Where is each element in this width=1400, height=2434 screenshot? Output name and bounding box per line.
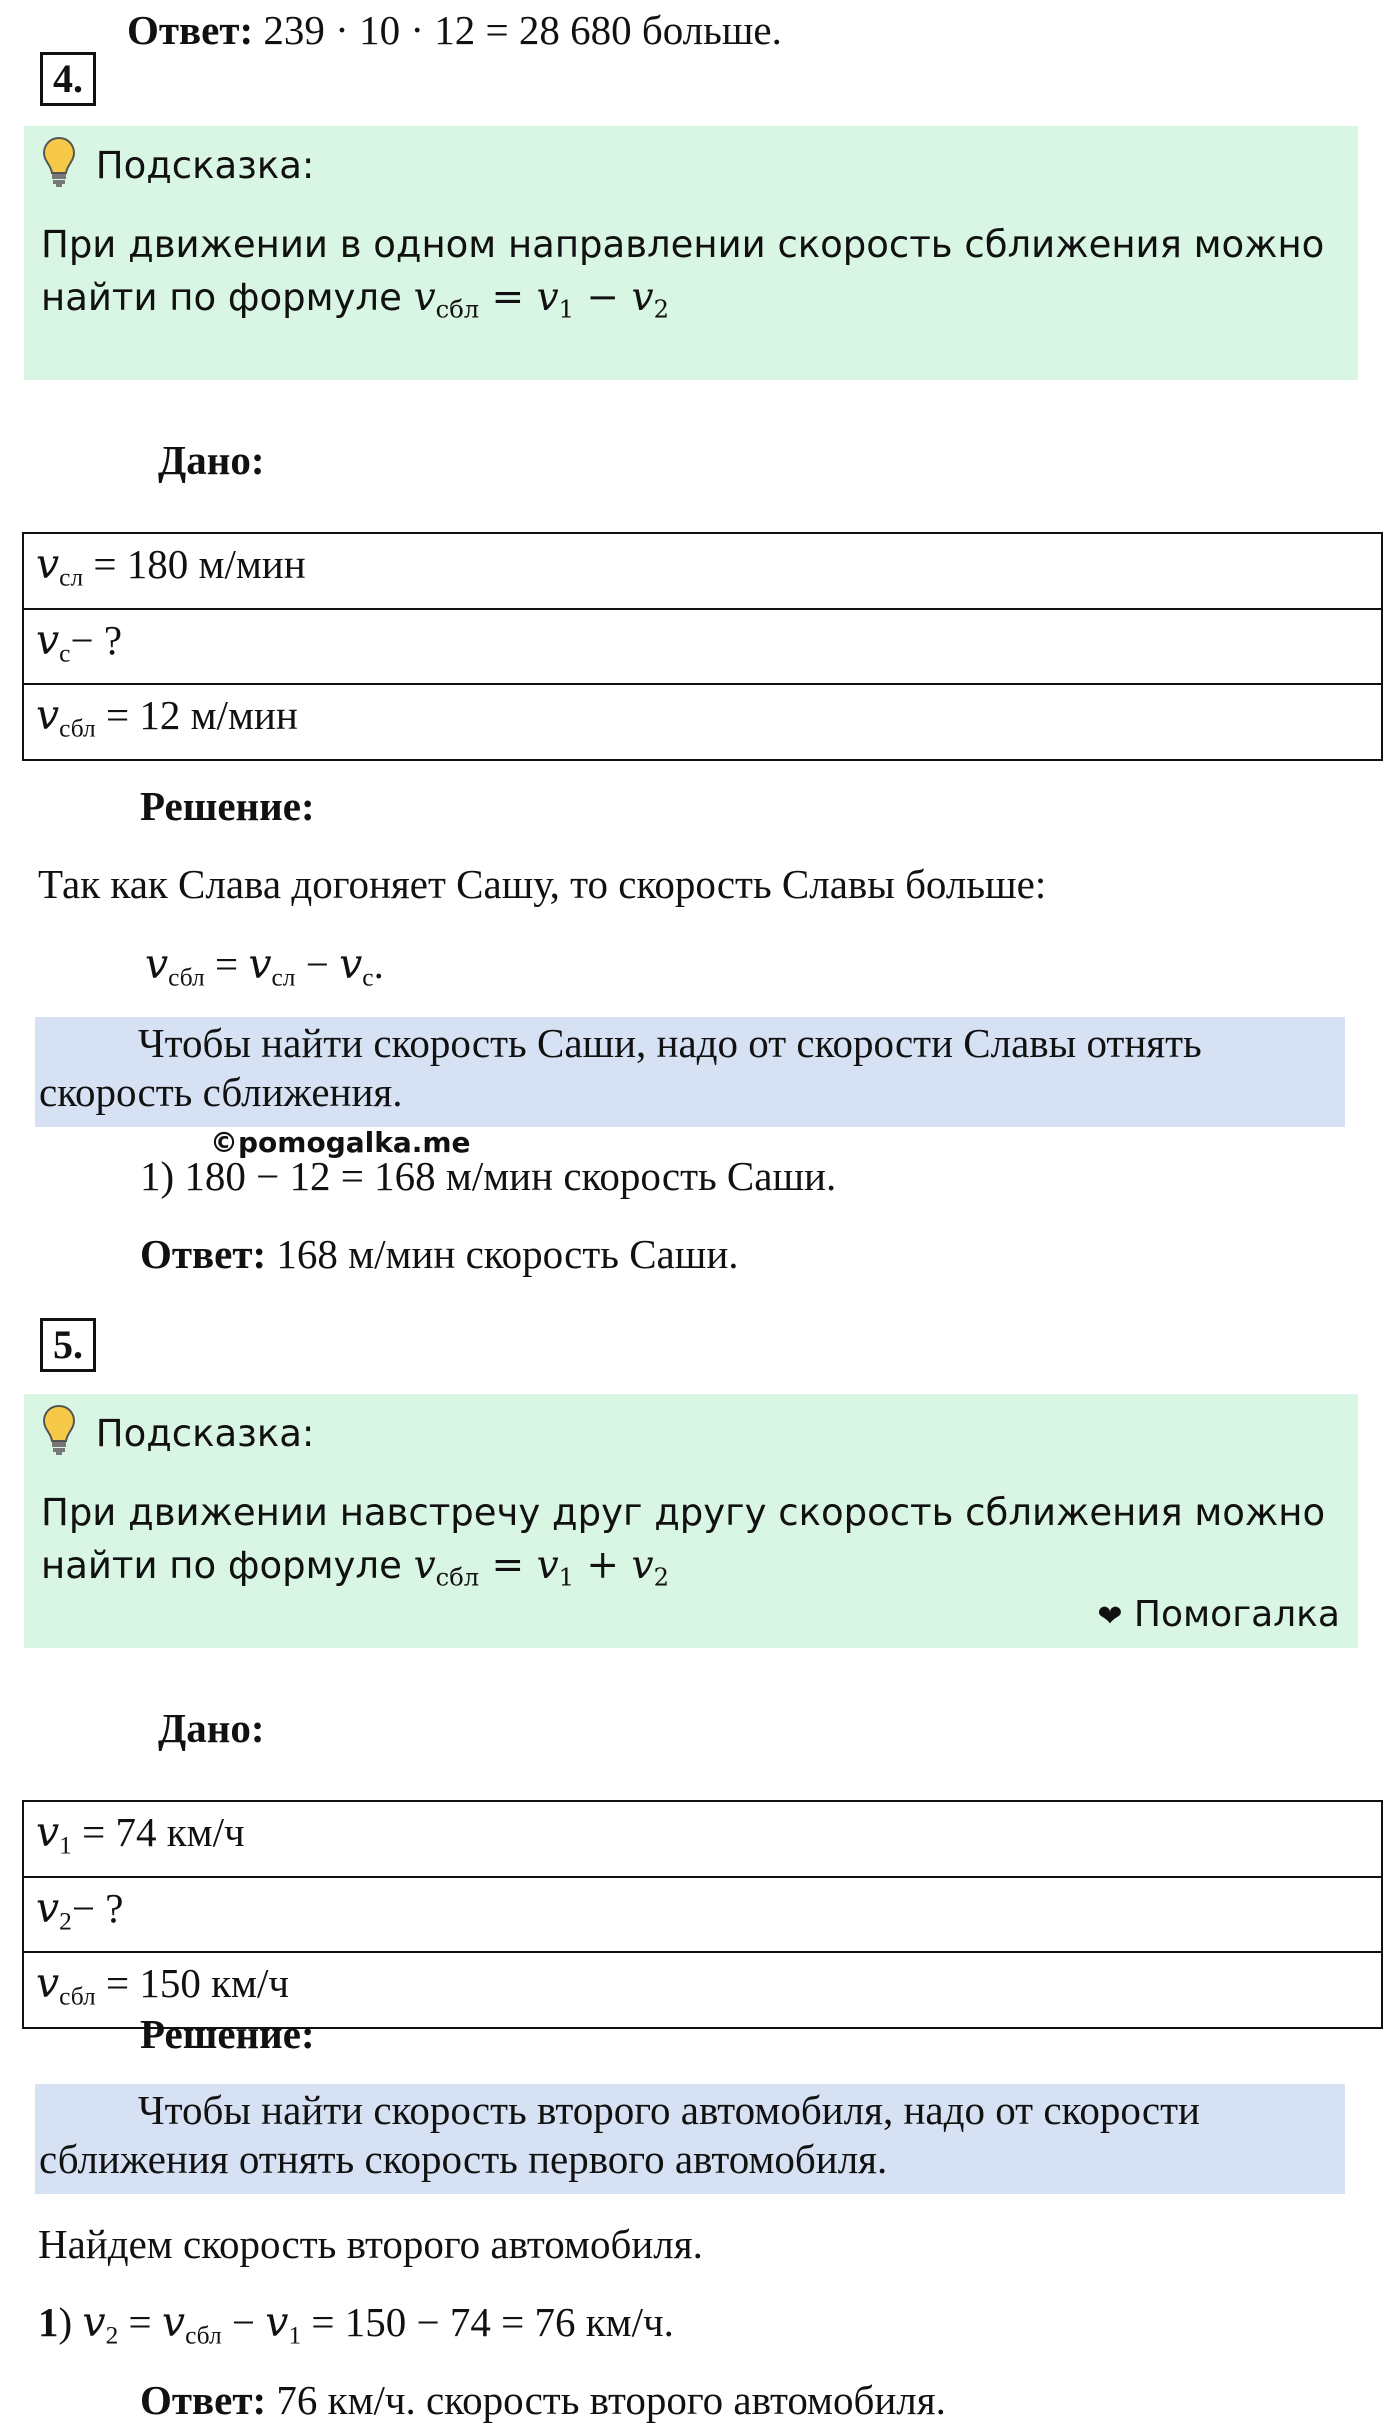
hint-title: Подсказка: xyxy=(95,1411,315,1455)
lightbulb-icon xyxy=(42,1404,76,1466)
table-row: $v_1 = 74$ км/ч xyxy=(23,1801,1382,1877)
heart-icon: ❤ xyxy=(1097,1599,1123,1634)
top-answer xyxy=(127,6,782,55)
solution-label: Решение: xyxy=(140,2011,315,2057)
hint-header xyxy=(42,1404,314,1466)
answer-label: Ответ: xyxy=(127,7,254,53)
brand-label: ❤ Помогалка xyxy=(1097,1594,1340,1635)
given-table-4 xyxy=(22,532,1383,761)
solution-step: 1) 180 − 12 = 168 м/мин скорость Саши. xyxy=(140,1153,837,1199)
solution-line: Так как Слава догоняет Сашу, то скорость Славы больше: xyxy=(38,861,1047,907)
explanation-line-2: сближения отнять скорость первого автомобиля. xyxy=(39,2136,888,2183)
solution-label: Решение: xyxy=(140,783,315,829)
watermark: ©pomogalka.me xyxy=(210,1126,471,1159)
given-label: Дано: xyxy=(158,1705,265,1751)
answer-text: 168 м/мин скорость Саши. xyxy=(276,1231,739,1277)
explanation-box xyxy=(35,2084,1345,2194)
table-row: $v_{сбл} = 150$ км/ч xyxy=(23,1952,1382,2028)
answer-text: 76 км/ч. скорость второго автомобиля. xyxy=(276,2377,946,2423)
hint-title: Подсказка: xyxy=(95,143,315,187)
solution-line: Найдем скорость второго автомобиля. xyxy=(38,2221,703,2267)
table-row: $v_2-$ ? xyxy=(23,1877,1382,1953)
hint-line-1: При движении навстречу друг другу скорость сближения можно xyxy=(41,1491,1326,1534)
explanation-line-1: Чтобы найти скорость Саши, надо от скорости Славы отнять xyxy=(138,1020,1202,1066)
hint-text xyxy=(41,218,1324,336)
hint-line-2: найти по формуле $v_{сбл} = v_1 - v_2$ xyxy=(41,275,669,324)
solution-step: 1) $v_2 = v_{сбл} - v_1 = 150 - 74 = 76$ км/ч. xyxy=(38,2298,674,2350)
explanation-box xyxy=(35,1017,1345,1127)
answer-label: Ответ: xyxy=(140,2377,267,2423)
answer-label: Ответ: xyxy=(140,1231,267,1277)
task5-answer xyxy=(140,2376,946,2425)
task-number-4: 4. xyxy=(40,52,96,106)
solution-formula: $v_{сбл} = v_{сл} - v_с$. xyxy=(145,940,384,992)
table-row: $v_{сл} = 180$ м/мин xyxy=(23,533,1382,609)
hint-line-1: При движении в одном направлении скорость сближения можно xyxy=(41,223,1325,266)
hint-box-5 xyxy=(24,1394,1358,1648)
hint-box-4 xyxy=(24,126,1358,380)
task-number-5: 5. xyxy=(40,1318,96,1372)
given-label: Дано: xyxy=(158,437,265,483)
table-row: $v_с-$ ? xyxy=(23,609,1382,685)
answer-text: 239 · 10 · 12 = 28 680 больше. xyxy=(263,7,782,53)
task4-answer xyxy=(140,1230,739,1279)
explanation-line-2: скорость сближения. xyxy=(39,1069,403,1116)
hint-header xyxy=(42,136,314,198)
lightbulb-icon xyxy=(42,136,76,198)
hint-line-2: найти по формуле $v_{сбл} = v_1 + v_2$ xyxy=(41,1543,669,1592)
given-table-5 xyxy=(22,1800,1383,2029)
explanation-line-1: Чтобы найти скорость второго автомобиля, надо от скорости xyxy=(138,2087,1200,2133)
table-row: $v_{сбл} = 12$ м/мин xyxy=(23,684,1382,760)
hint-text xyxy=(41,1486,1325,1604)
